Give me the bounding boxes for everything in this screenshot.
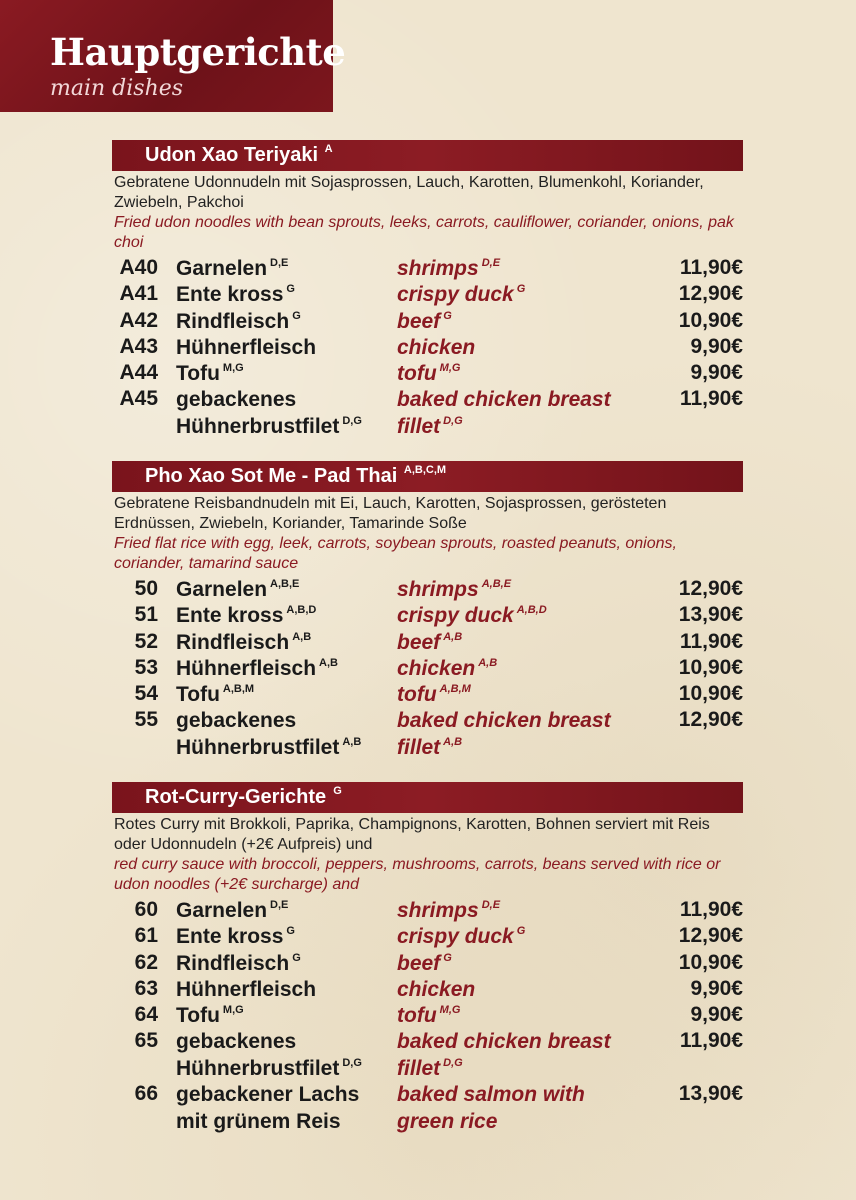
dish-name-de-allergens: D,G [342,415,362,428]
dish-name-en [397,629,637,656]
dish-name-en-allergens: A,B [443,630,463,643]
dish-number: 61 [134,924,158,948]
dish-row [112,1081,743,1134]
dish-name-de-allergens: G [292,309,301,322]
dish-name-en-text: beef [397,630,441,654]
dish-name-en [397,1028,637,1082]
dish-number: 50 [134,577,158,600]
dish-name-en [397,976,637,1003]
dish-price: 11,90€ [679,256,743,279]
dish-name-de-text: gebackenes Hühnerbrustfilet [176,709,340,760]
section-description-de: Rotes Curry mit Brokkoli, Paprika, Champignons, Karotten, Bohnen serviert mit Reis oder Udonnudeln (+2€ Aufpreis) und [114,816,710,853]
dish-name-de [176,602,391,629]
dish-name-de-allergens: A,B,D [286,604,317,617]
dish-name-en-text: baked salmon with green rice [397,1083,585,1134]
dish-row [112,897,743,923]
section-description-en: Fried udon noodles with bean sprouts, leeks, carrots, cauliflower, coriander, onions, pak choi [114,214,734,251]
dish-name-de [176,255,391,282]
dish-row [112,281,743,307]
section-title: Rot-Curry-Gerichte [145,786,327,808]
dish-price: 13,90€ [678,603,743,627]
dish-price: 10,90€ [678,950,743,974]
dish-name-de-allergens: A,B,E [270,578,300,590]
dish-name-de-allergens: A,B [319,656,338,669]
dish-number: A41 [119,282,158,306]
dish-price: 12,90€ [678,577,743,600]
dish-name-en-text: crispy duck [397,283,514,307]
dish-name-en [397,923,637,950]
dish-price: 11,90€ [679,1029,743,1053]
dish-name-en [397,281,637,308]
dish-number: 60 [134,898,158,921]
dish-name-en-allergens: M,G [439,362,461,375]
dish-price: 13,90€ [678,1082,743,1106]
dish-name-de-allergens: M,G [222,362,244,375]
dish-name-en-allergens: D,E [481,899,501,911]
dish-name-de [176,950,391,977]
dish-name-en [397,1002,637,1029]
section-allergens: A [322,143,333,155]
dish-number: 62 [134,950,158,974]
header-banner [0,0,346,112]
dish-name-en-allergens: D,E [481,257,501,269]
dish-number: A40 [119,256,158,279]
menu-section [112,461,743,760]
dish-number: 52 [134,629,158,653]
dish-name-en-text: chicken [397,656,476,680]
dish-name-en [397,386,637,440]
dish-name-en-allergens: M,G [439,1004,461,1017]
dish-name-en [397,602,637,629]
dish-name-de-text: Rindfleisch [176,951,290,975]
dish-number: 54 [134,682,158,706]
dish-row [112,950,743,976]
dish-name-en [397,707,637,761]
dish-name-en-allergens: G [443,309,452,322]
section-description-en: Fried flat rice with egg, leek, carrots, soybean sprouts, roasted peanuts, onions, coriander, tamarind sauce [114,535,677,572]
menu-section [112,140,743,439]
dish-name-de [176,681,391,708]
dish-name-de-text: Rindfleisch [176,630,290,654]
dish-price: 10,90€ [678,655,743,679]
dish-name-en-text: chicken [397,977,476,1001]
dish-price: 10,90€ [678,308,743,332]
dish-row [112,255,743,281]
section-description-de: Gebratene Udonnudeln mit Sojasprossen, Lauch, Karotten, Blumenkohl, Koriander, Zwiebeln, Pakchoi [114,174,704,211]
dish-name-en-text: beef [397,951,441,975]
dish-price: 10,90€ [678,682,743,706]
dish-name-en-allergens: A,B,M [439,683,471,696]
dish-name-en [397,255,637,282]
dish-number: A42 [119,308,158,332]
dish-name-de-text: Rindfleisch [176,309,290,333]
dish-name-de-text: Tofu [176,683,220,707]
section-allergens: G [330,785,342,797]
dish-name-de-text: Ente kross [176,283,284,307]
dish-list [112,897,743,1134]
section-heading [112,461,743,492]
dish-name-en [397,655,637,682]
dish-name-de [176,360,391,387]
menu-section [112,782,743,1134]
dish-name-en [397,897,637,924]
dish-name-en-allergens: G [516,283,526,296]
dish-name-en [397,1081,637,1135]
dish-name-en-allergens: A,B,D [516,604,547,617]
dish-row [112,308,743,334]
dish-name-en-allergens: G [516,925,526,938]
dish-number: 64 [134,1003,158,1027]
dish-name-en-allergens: A,B,E [481,578,512,590]
dish-list [112,576,743,760]
dish-row [112,1002,743,1028]
dish-name-en-allergens: D,G [443,415,463,428]
section-allergens: A,B,C,M [401,464,447,476]
dish-name-de-text: gebackenes Hühnerbrustfilet [176,388,340,439]
section-title: Udon Xao Teriyaki [145,144,319,166]
dish-name-de-allergens: A,B,M [222,683,255,696]
dish-name-de-text: gebackenes Hühnerbrustfilet [176,1030,340,1081]
dish-price: 9,90€ [690,334,743,358]
dish-name-de [176,655,391,682]
dish-name-de-text: Hühnerfleisch [176,335,317,359]
dish-name-de-text: Garnelen [176,257,268,280]
dish-name-de-text: Ente kross [176,925,284,949]
dish-name-de [176,923,391,950]
dish-name-en [397,360,637,387]
dish-number: 66 [134,1082,158,1106]
dish-name-en-allergens: G [443,951,452,964]
dish-name-de-text: Tofu [176,362,220,386]
dish-name-de-text: Ente kross [176,604,284,628]
dish-row [112,334,743,360]
dish-name-de-text: Garnelen [176,899,268,922]
dish-row [112,629,743,655]
dish-row [112,923,743,949]
dish-name-de-allergens: M,G [222,1004,244,1017]
dish-name-de-allergens: G [286,925,295,938]
page-title: Hauptgerichte [50,30,346,74]
dish-name-de [176,629,391,656]
dish-name-en-text: baked chicken breast fillet [397,388,611,439]
dish-name-en-text: crispy duck [397,604,514,628]
dish-name-de-text: Hühnerfleisch [176,977,317,1001]
dish-name-de [176,1081,391,1135]
dish-name-en [397,950,637,977]
dish-price: 12,90€ [678,924,743,948]
dish-name-en [397,576,637,603]
dish-name-en [397,308,637,335]
dish-price: 9,90€ [690,361,743,385]
dish-name-de [176,1028,391,1082]
section-description-de: Gebratene Reisbandnudeln mit Ei, Lauch, Karotten, Sojasprossen, gerösteten Erdnüssen, Zwiebeln, Koriander, Tamarinde Soße [114,495,667,532]
dish-list [112,255,743,439]
dish-number: A45 [119,387,158,411]
dish-name-en-text: tofu [397,1004,437,1028]
dish-row [112,602,743,628]
dish-row [112,1028,743,1081]
dish-name-en-text: shrimps [397,899,479,922]
dish-number: A43 [119,334,158,358]
dish-price: 12,90€ [678,282,743,306]
dish-number: 63 [134,976,158,1000]
dish-number: 55 [134,708,158,732]
dish-price: 9,90€ [690,976,743,1000]
dish-price: 11,90€ [679,629,743,653]
section-heading [112,140,743,171]
dish-name-de [176,386,391,440]
dish-name-de [176,576,391,603]
dish-price: 11,90€ [679,898,743,921]
dish-name-en-allergens: D,G [443,1057,463,1070]
dish-price: 11,90€ [679,387,743,411]
section-heading [112,782,743,813]
dish-name-de-allergens: D,E [270,899,289,911]
dish-name-en-text: tofu [397,683,437,707]
dish-row [112,707,743,760]
dish-row [112,655,743,681]
dish-name-en [397,681,637,708]
dish-name-en [397,334,637,361]
dish-row [112,386,743,439]
dish-name-de-text: Tofu [176,1004,220,1028]
dish-name-de [176,707,391,761]
dish-price: 12,90€ [678,708,743,732]
dish-name-en-text: chicken [397,335,476,359]
dish-name-de [176,976,391,1003]
dish-name-de [176,308,391,335]
dish-row [112,576,743,602]
dish-name-en-text: tofu [397,362,437,386]
dish-name-de-allergens: G [286,283,295,296]
dish-name-de-text: Garnelen [176,578,268,601]
dish-name-de-allergens: A,B [292,630,312,643]
dish-name-en-text: baked chicken breast fillet [397,1030,611,1081]
page-subtitle: main dishes [50,76,184,101]
dish-name-en-allergens: A,B [478,656,498,669]
dish-number: 65 [134,1029,158,1053]
dish-name-de [176,897,391,924]
dish-name-de [176,281,391,308]
dish-name-de-allergens: D,G [342,1057,362,1070]
dish-row [112,976,743,1002]
dish-name-de [176,334,391,361]
dish-number: A44 [119,361,158,385]
dish-name-en-text: shrimps [397,257,479,280]
section-description-en: red curry sauce with broccoli, peppers, mushrooms, carrots, beans served with rice or udon noodles (+2€ surcharge) and [114,856,721,893]
dish-name-de-allergens: G [292,951,301,964]
dish-name-en-text: beef [397,309,441,333]
dish-name-en-allergens: A,B [443,736,463,749]
dish-name-en-text: shrimps [397,578,479,601]
section-title: Pho Xao Sot Me - Pad Thai [145,465,398,487]
dish-name-de [176,1002,391,1029]
dish-name-de-text: Hühnerfleisch [176,656,317,680]
dish-name-de-text: gebackener Lachs mit grünem Reis [176,1083,360,1134]
dish-price: 9,90€ [690,1003,743,1027]
dish-number: 51 [134,603,158,627]
dish-row [112,681,743,707]
dish-name-de-allergens: A,B [342,736,362,749]
dish-name-en-text: crispy duck [397,925,514,949]
dish-name-en-text: baked chicken breast fillet [397,709,611,760]
dish-row [112,360,743,386]
dish-number: 53 [134,655,158,679]
dish-name-de-allergens: D,E [270,257,289,269]
